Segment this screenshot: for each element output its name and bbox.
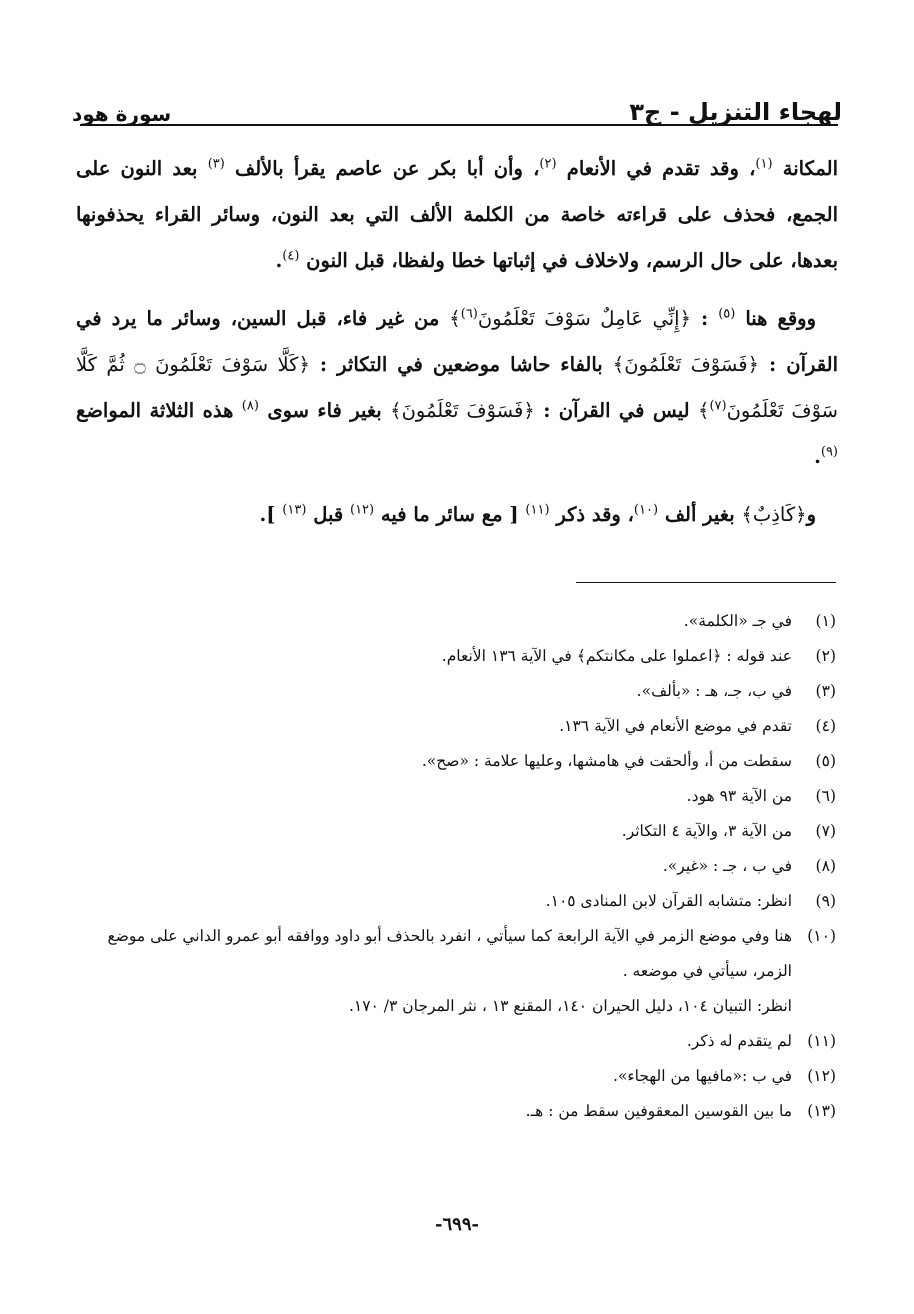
book-title: لهجاء التنزيل - ج٣ — [629, 98, 842, 126]
quran-bracket: ﴿ — [747, 353, 760, 376]
footnote-ref: (٧) — [709, 398, 727, 414]
quran-bracket: ﴾ — [612, 353, 625, 376]
text-run: هذه الثلاثة المواضع — [76, 399, 242, 422]
footnote-item — [70, 744, 836, 779]
footnote-item — [70, 884, 836, 919]
text-run: بغير فاء سوى — [258, 399, 391, 422]
page-number: -٦٩٩- — [435, 1214, 479, 1235]
text-run: [ مع سائر ما فيه — [374, 503, 526, 526]
footnote-text: تقدم في موضع الأنعام في الآية ١٣٦. — [559, 717, 792, 735]
quran-bracket: ﴿ — [795, 503, 807, 526]
quran-bracket: ﴿ — [523, 399, 535, 422]
quran-bracket: ﴿ — [298, 353, 310, 376]
footnote-ref: (٩) — [820, 444, 838, 460]
footnote-item — [70, 814, 836, 849]
footnote-number: (٨) — [815, 857, 836, 875]
text-run: ]. — [259, 503, 283, 526]
quran-quote: كَاذِبٌ — [752, 503, 796, 526]
text-run: ووقع هنا — [735, 307, 816, 330]
footnote-item — [70, 1024, 836, 1059]
main-text — [76, 146, 838, 550]
footnote-ref: (٦) — [460, 306, 478, 322]
text-run: ، وقد ذكر — [549, 503, 634, 526]
footnote-ref: (١٠) — [633, 502, 659, 518]
footnote-item — [70, 1094, 836, 1129]
paragraph-p1 — [76, 146, 838, 284]
footnote-item — [70, 779, 836, 814]
footnote-ref: (٤) — [282, 248, 300, 264]
footnote-item — [70, 604, 836, 639]
text-run: بعد النون على الجمع، فحذف على قراءته خاصة من الكلمة الألف التي بعد النون، وسائر القراء يحذفونها بعدها، على حال الرسم، ولاخلاف في إثباتها خطا ولفظا، قبل النون — [76, 157, 838, 272]
quran-bracket: ﴾ — [741, 503, 753, 526]
footnote-item — [70, 639, 836, 674]
footnote-text: في ب :«مافيها من الهجاء». — [612, 1067, 792, 1085]
text-run: . — [814, 445, 821, 468]
footnote-text: في ب، جـ، هـ : «بألف». — [636, 682, 792, 700]
footnote-number: (٢) — [815, 647, 836, 665]
footnote-item — [70, 674, 836, 709]
running-header — [72, 76, 842, 126]
text-run: بالفاء حاشا موضعين في التكاثر : — [309, 353, 613, 376]
quran-bracket: ﴾ — [698, 399, 710, 422]
text-run: بغير ألف — [658, 503, 742, 526]
footnote-number: (١١) — [807, 1032, 836, 1050]
quran-quote: فَسَوْفَ تَعْلَمُونَ — [624, 353, 748, 376]
header-rule — [80, 124, 838, 126]
footnote-text: من الآية ٩٣ هود. — [686, 787, 792, 805]
footnote-ref: (١٢) — [349, 502, 375, 518]
footnote-ref: (٢) — [539, 156, 557, 172]
quran-bracket: ﴾ — [390, 399, 402, 422]
footnote-ref: (٨) — [241, 398, 259, 414]
text-run: قبل — [306, 503, 350, 526]
text-run: . — [275, 249, 283, 272]
quran-quote: فَسَوْفَ تَعْلَمُونَ — [401, 399, 524, 422]
footnote-number: (٥) — [815, 752, 836, 770]
footnote-text: هنا وفي موضع الزمر في الآية الرابعة كما سيأتي ، انفرد بالحذف أبو داود ووافقه أبو عمرو الداني على موضع الزمر، سيأتي في موضعه . — [107, 927, 792, 980]
text-run: من غير فاء، قبل السين، وسائر ما يرد في القرآن : — [76, 307, 838, 376]
footnote-ref: (١٣) — [282, 502, 307, 518]
text-run: : — [691, 307, 719, 330]
footnote-ref: (١) — [755, 156, 773, 172]
text-run: المكانة — [772, 157, 838, 180]
footnote-text: انظر: متشابه القرآن لابن المنادى ١٠٥. — [545, 892, 792, 910]
paragraph-p3 — [76, 492, 838, 538]
footnote-number: (٧) — [815, 822, 836, 840]
footnote-item — [70, 1059, 836, 1094]
quran-quote: إِنِّي عَامِلٌ سَوْفَ تَعْلَمُونَ — [477, 307, 680, 330]
paragraph-p2 — [76, 296, 838, 480]
surah-name: سورة هود — [72, 102, 172, 126]
footnote-ref: (٥) — [718, 306, 736, 322]
footnote-text: من الآية ٣، والآية ٤ التكاثر. — [621, 822, 792, 840]
footnote-text: ما بين القوسين المعقوفين سقط من : هـ. — [525, 1102, 792, 1120]
footnote-number: (١٢) — [807, 1067, 836, 1085]
footnote-item — [70, 849, 836, 884]
quran-quote: كَلَّا سَوْفَ تَعْلَمُونَ ۝ ثُمَّ كَلَّا سَوْفَ تَعْلَمُونَ — [76, 353, 838, 422]
footnote-number: (٩) — [815, 892, 836, 910]
footnote-separator — [576, 582, 836, 583]
text-run: ليس في القرآن : — [534, 399, 699, 422]
text-run: و — [806, 503, 816, 526]
footnote-number: (١٣) — [807, 1102, 836, 1120]
footnote-text: عند قوله : ﴿اعملوا على مكانتكم﴾ في الآية ١٣٦ الأنعام. — [441, 647, 792, 665]
footnote-text: سقطت من أ، وألحقت في هامشها، وعليها علامة : «صح». — [421, 752, 792, 770]
text-run: ، وأن أبا بكر عن عاصم يقرأ بالألف — [224, 157, 540, 180]
footnote-number: (١) — [815, 612, 836, 630]
footnote-text: في ب ، جـ : «غير». — [662, 857, 792, 875]
quran-bracket: ﴾ — [449, 307, 461, 330]
footnote-ref: (٣) — [207, 156, 225, 172]
footnote-text: لم يتقدم له ذكر. — [686, 1032, 792, 1050]
footnote-continuation: انظر: التبيان ١٠٤، دليل الحيران ١٤٠، المقنع ١٣ ، نثر المرجان ٣/ ١٧٠. — [348, 997, 792, 1015]
footnote-number: (٤) — [815, 717, 836, 735]
footnote-ref: (١١) — [525, 502, 550, 518]
footnote-text: في جـ «الكلمة». — [683, 612, 792, 630]
footnote-number: (١٠) — [807, 927, 836, 945]
footnote-number: (٣) — [815, 682, 836, 700]
quran-bracket: ﴿ — [679, 307, 692, 330]
footnote-number: (٦) — [815, 787, 836, 805]
footnote-item — [70, 709, 836, 744]
footnotes — [70, 604, 836, 1129]
text-run: ، وقد تقدم في الأنعام — [556, 157, 756, 180]
footnote-item — [70, 919, 836, 989]
